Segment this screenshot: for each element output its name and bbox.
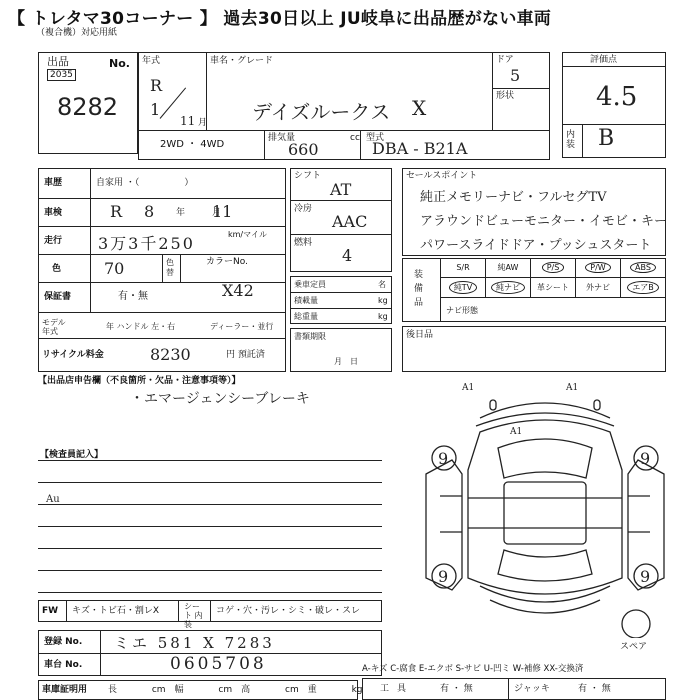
label-car-name: 車名・グレード — [210, 56, 274, 66]
header-title: 【 トレタマ30コーナー 】 過去30日以上 JU岐阜に出品歴がない車両 — [8, 9, 552, 29]
label-color: 色 — [52, 264, 62, 274]
year-month: 11 — [180, 114, 196, 128]
equipment-item: 革シート — [531, 278, 576, 298]
label-handle: 年 ハンドル 左・右 — [106, 322, 176, 331]
gross-unit: kg — [378, 312, 388, 321]
mark-hood: A1 — [510, 427, 523, 437]
displacement-value: 660 — [288, 140, 319, 159]
chassis-number: 0605708 — [170, 654, 267, 674]
month-unit: 月 — [198, 118, 208, 128]
lot-stamp: 2035 — [47, 69, 76, 81]
label-displacement: 排気量 — [268, 133, 296, 143]
inspection-month: 11 — [212, 202, 233, 221]
interior-value: B — [598, 126, 615, 151]
label-shift: シフト — [294, 171, 322, 181]
selling-point-1: 純正メモリーナビ・フルセグTV — [420, 190, 607, 205]
lot-venue: 出品 — [47, 55, 69, 68]
recycle-unit: 円 預託済 — [226, 350, 265, 360]
label-color-no: カラーNo. — [206, 257, 248, 267]
recycle-fee: 8230 — [150, 345, 191, 364]
label-interior: 内装 — [566, 130, 576, 150]
seller-notes-value: ・エマージェンシーブレーキ — [130, 391, 310, 407]
label-inspector: 【検査員記入】 — [40, 450, 104, 460]
label-cert: 車庫証明用 — [42, 685, 88, 695]
car-name: デイズルークス — [252, 100, 391, 124]
label-color-change: 色替 — [166, 258, 174, 277]
label-history: 車歴 — [44, 178, 63, 188]
label-reg-no: 登録 No. — [44, 637, 83, 647]
shift-value: AT — [330, 180, 352, 199]
label-model-year: モデル年式 — [42, 318, 66, 336]
document-unit: 月 日 — [334, 357, 358, 366]
label-load: 積載量 — [294, 296, 318, 305]
history-value: 自家用 ・（ ） — [96, 178, 194, 188]
label-warranty: 保証書 — [44, 292, 72, 302]
selling-point-2: アラウンドビューモニター・イモビ・キー — [420, 214, 668, 229]
label-equipment: 装備品 — [414, 270, 424, 308]
inspection-units: 年 月 — [176, 208, 222, 218]
car-grade: X — [412, 96, 427, 120]
fw-items: キズ・トビ石・割レX — [72, 606, 159, 616]
equipment-note: ナビ形態 — [446, 306, 478, 315]
mileage-value: 3万3千250 — [98, 234, 195, 253]
mark-front-right: A1 — [566, 383, 579, 393]
mileage-unit: km/マイル — [228, 230, 267, 239]
label-shape: 形状 — [496, 91, 515, 101]
equipment-item: エアB — [621, 278, 666, 298]
drive-type: 2WD ・ 4WD — [160, 139, 225, 150]
label-mileage: 走行 — [44, 236, 63, 246]
selling-point-3: パワースライドドア・プッシュスタート — [420, 238, 652, 253]
label-door: ドア — [496, 55, 514, 65]
equipment-item: ABS — [621, 258, 666, 278]
jack-value: 有 ・ 無 — [578, 684, 611, 694]
warranty-value: 有・無 — [118, 291, 148, 302]
equipment-item: S/R — [441, 258, 486, 278]
aircon-value: AAC — [332, 212, 368, 231]
registration-plate: ミエ 581 X 7283 — [114, 634, 275, 652]
doors-value: 5 — [510, 66, 521, 85]
equipment-item: 純ナビ — [486, 278, 531, 298]
equipment-item: P/S — [531, 258, 576, 278]
lot-box — [38, 52, 138, 154]
label-model-type: 型式 — [366, 133, 385, 143]
tire-rear-left: 9 — [438, 567, 449, 586]
label-inspection: 車検 — [44, 208, 63, 218]
car-damage-diagram — [410, 378, 680, 638]
inspector-lines — [38, 460, 382, 596]
label-selling-points: セールスポイント — [406, 171, 478, 181]
label-dealer: ディーラー・並行 — [210, 322, 274, 331]
header-subtitle: （複合機）対応用紙 — [36, 28, 118, 38]
label-document: 書類期限 — [294, 332, 326, 341]
capacity-unit: 名 — [378, 280, 386, 289]
inspection-year: 8 — [144, 202, 155, 221]
tire-front-left: 9 — [438, 449, 449, 468]
color-value: 70 — [104, 259, 125, 278]
model-code: DBA - B21A — [372, 139, 468, 158]
tire-front-right: 9 — [640, 449, 651, 468]
tire-rear-right: 9 — [640, 567, 651, 586]
equipment-item: P/W — [576, 258, 621, 278]
score-value: 4.5 — [596, 82, 638, 112]
inspection-era: R — [110, 202, 123, 221]
seat-items: コゲ・穴・汚レ・シミ・破レ・スレ — [216, 606, 361, 616]
label-spare: スペア — [620, 642, 648, 652]
label-capacity: 乗車定員 — [294, 280, 326, 289]
label-jack: ジャッキ — [514, 684, 550, 694]
label-score: 評価点 — [590, 55, 618, 65]
label-aircon: 冷房 — [294, 204, 313, 214]
tools-value: 有 ・ 無 — [440, 684, 473, 694]
load-unit: kg — [378, 296, 388, 305]
mark-front-left: A1 — [462, 383, 475, 393]
year-value: 1 — [150, 100, 161, 119]
cert-fields: 長 cm 幅 cm 高 cm 重 kg — [108, 685, 363, 695]
label-postscript: 後日品 — [406, 330, 434, 340]
damage-legend: A-キズ C-腐食 E-エクボ S-サビ U-凹ミ W-補修 XX-交換済 — [362, 664, 584, 674]
label-fuel: 燃料 — [294, 238, 313, 248]
equipment-grid — [441, 258, 666, 298]
label-year: 年式 — [142, 56, 161, 66]
label-tools: 工具 — [380, 684, 415, 694]
label-gross: 総重量 — [294, 312, 318, 321]
color-no-value: X42 — [222, 281, 254, 300]
equipment-item: 純TV — [441, 278, 486, 298]
fuel-value: 4 — [342, 246, 353, 265]
postscript-box — [402, 326, 666, 372]
label-seller-notes: 【出品店申告欄（不良箇所・欠品・注意事項等）】 — [38, 376, 241, 386]
inspector-note: Au — [46, 494, 60, 505]
label-seat: シート 内装 — [184, 602, 203, 629]
year-era: R — [150, 76, 163, 95]
lot-number: 8282 — [57, 93, 119, 121]
equipment-item: 純AW — [486, 258, 531, 278]
lot-no-label: No. — [109, 57, 130, 70]
label-recycle: リサイクル料金 — [42, 350, 104, 360]
label-chassis-no: 車台 No. — [44, 660, 83, 670]
equipment-item: 外ナビ — [576, 278, 621, 298]
label-fw: FW — [42, 606, 59, 616]
label-cc: cc — [350, 133, 360, 143]
